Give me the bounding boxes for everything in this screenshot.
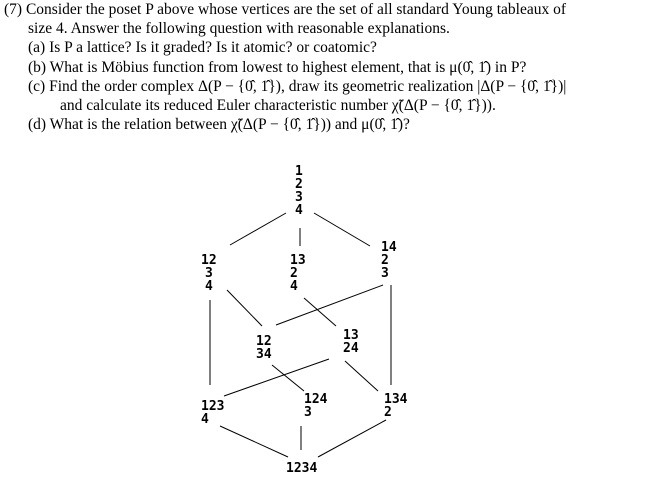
svg-text:4: 4 bbox=[290, 279, 298, 294]
svg-text:123: 123 bbox=[201, 399, 225, 414]
edge-t9-t10 bbox=[318, 420, 386, 457]
tableau-t4 bbox=[381, 240, 397, 281]
edge-t1-t4 bbox=[314, 213, 370, 246]
svg-text:2: 2 bbox=[290, 266, 298, 281]
svg-text:4: 4 bbox=[295, 203, 303, 218]
svg-text:134: 134 bbox=[384, 392, 408, 407]
tableau-t1 bbox=[295, 164, 303, 218]
tableau-t10 bbox=[286, 461, 317, 476]
svg-text:2: 2 bbox=[381, 253, 389, 268]
svg-text:3: 3 bbox=[304, 405, 312, 420]
svg-text:1: 1 bbox=[295, 164, 303, 179]
svg-text:4: 4 bbox=[205, 279, 213, 294]
svg-text:24: 24 bbox=[343, 341, 359, 356]
part-c-line1: (c) Find the order complex Δ(P − {0̂, 1̂}), draw its geometric realization |Δ(P − {0̂, 1̂})| bbox=[28, 77, 567, 95]
svg-text:1234: 1234 bbox=[286, 461, 318, 476]
svg-text:14: 14 bbox=[381, 240, 397, 255]
svg-text:13: 13 bbox=[290, 253, 306, 268]
tableau-t6 bbox=[343, 328, 359, 356]
tableau-t9 bbox=[384, 392, 408, 420]
tableau-t2 bbox=[201, 253, 217, 294]
edge-t3-t6 bbox=[304, 298, 336, 326]
edge-t2-t5 bbox=[227, 290, 262, 326]
svg-text:13: 13 bbox=[343, 328, 359, 343]
part-d: (d) What is the relation between χ̃(Δ(P − {0̂, 1̂})) and μ(0̂, 1̂)? bbox=[28, 116, 410, 134]
part-b: (b) What is Möbius function from lowest to highest element, that is μ(0̂, 1̂) in P? bbox=[28, 58, 527, 76]
part-a: (a) Is P a lattice? Is it graded? Is it atomic? or coatomic? bbox=[28, 39, 377, 57]
svg-text:4: 4 bbox=[201, 412, 209, 427]
svg-text:2: 2 bbox=[295, 177, 303, 192]
svg-text:12: 12 bbox=[201, 253, 217, 268]
tableau-t5 bbox=[256, 334, 272, 362]
tableau-t3 bbox=[290, 253, 306, 294]
edge-t6-t9 bbox=[345, 361, 378, 391]
edge-t7-t10 bbox=[220, 426, 288, 457]
svg-text:124: 124 bbox=[304, 392, 328, 407]
svg-text:3: 3 bbox=[205, 266, 213, 281]
svg-text:2: 2 bbox=[384, 405, 392, 420]
edge-t5-t8 bbox=[272, 365, 304, 391]
tableau-t7 bbox=[201, 399, 224, 427]
svg-text:34: 34 bbox=[256, 347, 272, 362]
problem-intro-line1: (7) Consider the poset P above whose vertices are the set of all standard Young tableaux of bbox=[4, 1, 567, 18]
svg-text:12: 12 bbox=[256, 334, 272, 349]
edge-t6-t7 bbox=[224, 359, 329, 396]
svg-text:3: 3 bbox=[295, 190, 303, 205]
problem-intro-line2: size 4. Answer the following question with reasonable explanations. bbox=[28, 20, 450, 38]
part-c-line2: and calculate its reduced Euler characteristic number χ̃(Δ(P − {0̂, 1̂})). bbox=[60, 97, 496, 115]
svg-text:3: 3 bbox=[381, 266, 389, 281]
tableau-t8 bbox=[304, 392, 328, 420]
edge-t1-t2 bbox=[230, 213, 286, 245]
